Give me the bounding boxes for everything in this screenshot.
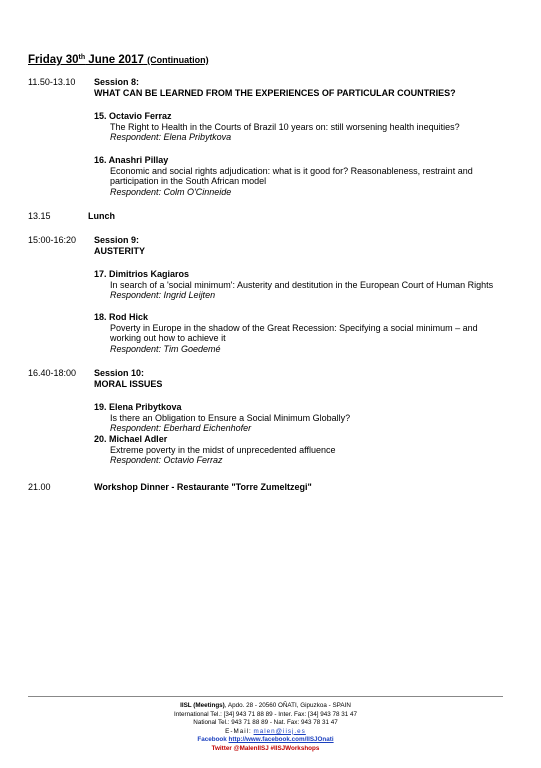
title-month: June 2017 xyxy=(85,54,144,66)
respondent: Respondent: Tim Goedemé xyxy=(110,343,221,354)
list-item xyxy=(94,269,494,301)
session-time: 13.15 xyxy=(28,211,51,221)
list-item xyxy=(94,111,494,143)
talk-title: Poverty in Europe in the shadow of the Great Recession: Specifying a social minimum – and working out how to achieve it xyxy=(110,322,478,344)
respondent: Respondent: Colm O'Cinneide xyxy=(110,186,232,197)
session-time: 15:00-16:20 xyxy=(28,235,77,245)
footer-phone-national: National Tel.: 943 71 88 89 - Nat. Fax: 943 78 31 47 xyxy=(193,719,338,727)
session-time: 21.00 xyxy=(28,482,51,492)
title-continuation: (Continuation) xyxy=(147,55,209,65)
session-time: 11.50-13.10 xyxy=(28,77,76,87)
session-label: Session 8: xyxy=(94,77,140,87)
footer xyxy=(28,702,503,754)
speaker-name: 16. Anashri Pillay xyxy=(94,155,169,165)
respondent: Respondent: Eberhard Eichenhofer xyxy=(110,423,252,434)
page-title xyxy=(28,54,209,66)
speaker-name: 17. Dimitrios Kagiaros xyxy=(94,269,190,279)
session-subtitle: WHAT CAN BE LEARNED FROM THE EXPERIENCES OF PARTICULAR COUNTRIES? xyxy=(94,88,456,98)
speaker-name: 18. Rod Hick xyxy=(94,312,149,322)
footer-twitter[interactable]: Twitter @MalenIISJ #IISJWorkshops xyxy=(211,744,320,752)
session-label: Session 9: xyxy=(94,235,140,245)
session-label: Lunch xyxy=(88,211,115,221)
footer-address: IISL (Meetings), Apdo. 28 - 20560 OÑATI, Gipuzkoa - SPAIN xyxy=(180,702,351,709)
session-label: Workshop Dinner - Restaurante "Torre Zumeltzegi" xyxy=(94,482,312,492)
list-item xyxy=(94,402,494,434)
footer-facebook: Facebook http://www.facebook.com/IISJOnati xyxy=(197,736,334,744)
respondent: Respondent: Elena Pribytkova xyxy=(110,132,232,143)
footer-divider xyxy=(28,696,503,697)
talk-title: Extreme poverty in the midst of unprecedented affluence xyxy=(110,444,336,455)
speaker-name: 19. Elena Pribytkova xyxy=(94,402,182,412)
footer-email: E-Mail: malen@iisj.es xyxy=(225,727,306,735)
session-time: 16.40-18:00 xyxy=(28,368,77,378)
respondent: Respondent: Octavio Ferraz xyxy=(110,455,223,466)
talk-title: The Right to Health in the Courts of Brazil 10 years on: still worsening health inequities? xyxy=(110,121,460,132)
list-item xyxy=(94,434,494,466)
speaker-name: 20. Michael Adler xyxy=(94,434,168,444)
session-subtitle: MORAL ISSUES xyxy=(94,379,163,389)
session-label: Session 10: xyxy=(94,368,145,378)
list-item xyxy=(94,312,494,354)
email-link[interactable]: malen@iisj.es xyxy=(253,727,306,735)
title-sup: th xyxy=(78,54,86,61)
footer-phone-international: International Tel.: [34] 943 71 88 89 - Inter. Fax: [34] 943 78 31 47 xyxy=(174,710,357,718)
talk-title: Is there an Obligation to Ensure a Social Minimum Globally? xyxy=(110,412,351,423)
talk-title: Economic and social rights adjudication: what is it good for? Reasonableness, restraint and participation in the South African model xyxy=(110,165,473,187)
title-day: Friday 30 xyxy=(28,54,79,66)
facebook-link[interactable]: http://www.facebook.com/IISJOnati xyxy=(228,736,334,744)
session-subtitle: AUSTERITY xyxy=(94,246,146,256)
speaker-name: 15. Octavio Ferraz xyxy=(94,111,172,121)
respondent: Respondent: Ingrid Leijten xyxy=(110,290,216,301)
talk-title: In search of a 'social minimum': Austerity and destitution in the European Court of Human Rights xyxy=(110,279,494,290)
list-item xyxy=(94,155,494,197)
